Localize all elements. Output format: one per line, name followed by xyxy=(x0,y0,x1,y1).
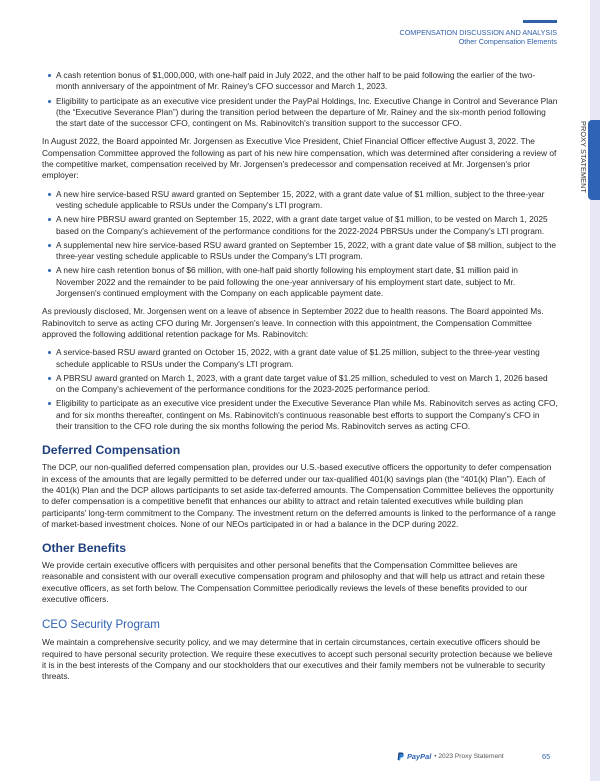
other-benefits-heading: Other Benefits xyxy=(42,541,126,556)
running-header xyxy=(400,28,558,46)
list-item: A new hire service-based RSU award granted on September 15, 2022, with a grant date value of $1 million, subject to the three-year vesting schedule applicable to RSUs under the Company's LTI program. xyxy=(56,189,558,212)
header-accent-bar xyxy=(523,20,557,23)
page-number: 65 xyxy=(542,752,551,761)
leave-of-absence-paragraph: As previously disclosed, Mr. Jorgensen went on a leave of absence in September 2022 due to health reasons. The Board appointed Ms. Rabinovitch to serve as acting CFO during Mr. Jorgensen's leave. In connection with this appointment, the Compensation Committee approved the following additional retention package for Ms. Rabinovitch: xyxy=(42,306,544,339)
other-benefits-body: We provide certain executive officers with perquisites and other personal benefits that the Compensation Committee believes are reasonable and consistent with our overall executive compensation program and philosophy and that will help us attract and retain these executive officers, as set forth below. The Compensation Committee periodically reviews the levels of these benefits provided to our executive officers. xyxy=(42,560,545,604)
list-item: A service-based RSU award granted on October 15, 2022, with a grant date value of $1.25 million, subject to the three-year vesting schedule applicable to RSUs under the Company's LTI program. xyxy=(56,347,558,370)
side-strip xyxy=(590,0,600,781)
side-tab-label: PROXY STATEMENT xyxy=(579,121,588,194)
footer-brand xyxy=(397,752,504,761)
rabinovitch-retention-list xyxy=(42,347,558,432)
ceo-security-body: We maintain a comprehensive security policy, and we may determine that in certain circumstances, certain executive officers should be required to have personal security protection. We require these executives to accept such personal security protection because we believe it is in the best interests of the Company and our stockholders that our executives and their family members not be vulnerable to security threats. xyxy=(42,637,553,682)
list-item: Eligibility to participate as an executive vice president under the Executive Severance Plan while Ms. Rabinovitch serves as acting CFO, and for six months thereafter, contingent on Ms. Rabinovitch's continuous reasonable best efforts to support the Company's CFO in their transition to the CFO role during the six months following the period Ms. Rabinovitch serves as acting CFO. xyxy=(56,398,558,432)
rainey-transition-list xyxy=(42,70,558,129)
list-item: A new hire PBRSU award granted on September 15, 2022, with a grant date target value of $1 million, to be vested on March 1, 2025 based on the Company's achievement of the performance conditions for the 2022-2024 PBRSUs under the Company's LTI program. xyxy=(56,214,558,237)
section-title: COMPENSATION DISCUSSION AND ANALYSIS xyxy=(399,28,557,37)
proxy-statement-tab[interactable] xyxy=(588,120,600,200)
jorgensen-appointment-paragraph: In August 2022, the Board appointed Mr. Jorgensen as Executive Vice President, Chief Financial Officer effective August 3, 2022. The Compensation Committee approved the following as part of his new hire compensation, which was determined after considering a review of the competitive market, compensation received by Mr. Jorgensen's predecessor and compensation received at Mr. Jorgensen's prior employer: xyxy=(42,136,557,181)
deferred-compensation-heading: Deferred Compensation xyxy=(42,443,181,458)
list-item: A supplemental new hire service-based RSU award granted on September 15, 2022, with a grant date value of $8 million, subject to the three-year vesting schedule applicable to RSUs under the Company's LTI program. xyxy=(56,239,556,262)
paypal-logo-icon xyxy=(397,752,404,761)
jorgensen-compensation-list xyxy=(42,189,558,300)
ceo-security-heading: CEO Security Program xyxy=(42,618,160,632)
list-item: A cash retention bonus of $1,000,000, with one-half paid in July 2022, and the other half to be paid following the earlier of the two-month anniversary of the appointment of Mr. Rainey's CFO successor and March 1, 2023. xyxy=(56,70,558,93)
list-item: A PBRSU award granted on March 1, 2023, with a grant date target value of $1.25 million, scheduled to vest on March 1, 2026 based on the Company's achievement of the performance conditions for the 2023-2025 performance period. xyxy=(56,373,558,396)
page-footer xyxy=(0,751,600,765)
paypal-wordmark: PayPal xyxy=(407,752,432,761)
deferred-compensation-body: The DCP, our non-qualified deferred compensation plan, provides our U.S.-based executive officers the opportunity to defer compensation in excess of the amounts that are legally permitted to be deferred under our tax-qualified 401(k) savings plan (the “401(k) Plan”). Each of the 401(k) Plan and the DCP allows participants to set aside tax-deferred amounts. The Compensation Committee believes the opportunity to defer compensation is a competitive benefit that enhances our ability to attract and retain talented executives while building plan participants' long-term commitment to the Company. The investment return on the deferred amounts is linked to the performance of a range of market-based investment choices. None of our NEOs participated in or had a balance in the DCP during 2022. xyxy=(42,462,556,529)
page-body xyxy=(42,70,558,689)
publication-title: • 2023 Proxy Statement xyxy=(434,753,504,760)
list-item: Eligibility to participate as an executive vice president under the PayPal Holdings, Inc. Executive Change in Control and Severance Plan (the “Executive Severance Plan”) during the transition period between the departure of Mr. Rainey and the six-month period following the start date of the successor CFO, contingent on Ms. Rabinovitch's transition support to the successor CFO. xyxy=(56,95,558,129)
subsection-title: Other Compensation Elements xyxy=(458,37,557,46)
list-item: A new hire cash retention bonus of $6 million, with one-half paid shortly following his employment start date, $1 million paid in November 2022 and the remainder to be paid following the one-year anniversary of his employment start date, subject to Mr. Jorgensen's continued employment with the Company on each applicable payment date. xyxy=(56,265,558,299)
